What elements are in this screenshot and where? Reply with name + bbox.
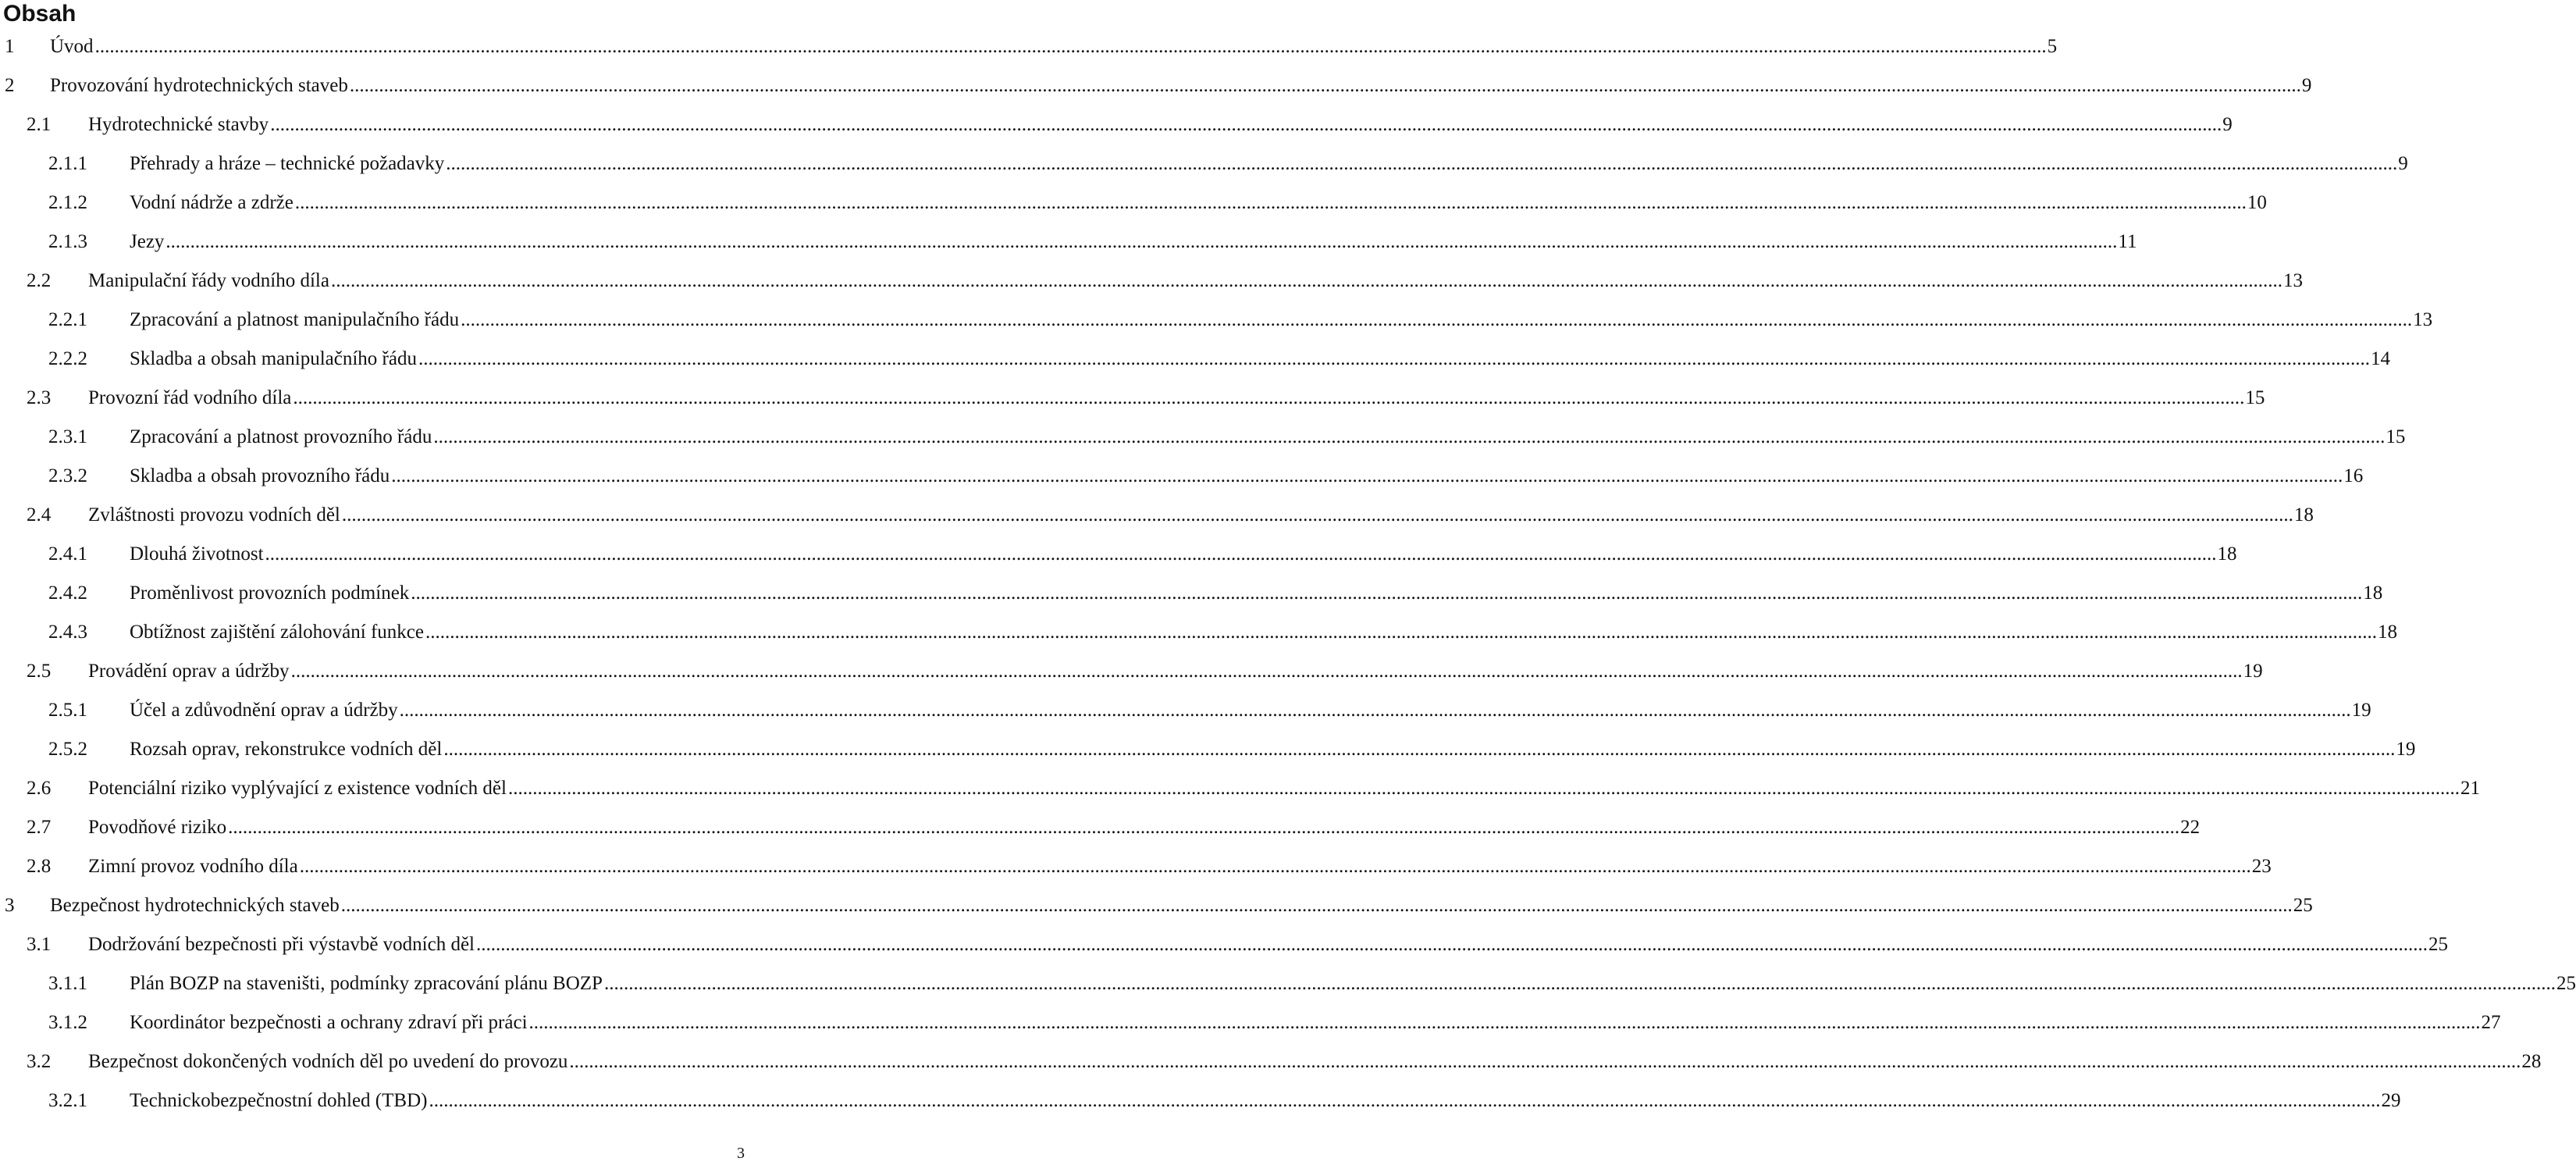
toc-entry-title: Dodržování bezpečnosti při výstavbě vodních děl xyxy=(88,934,475,955)
toc-entry[interactable] xyxy=(48,581,2383,606)
page-number: 3 xyxy=(737,1145,745,1162)
toc-entry[interactable] xyxy=(5,34,2058,59)
toc-entry-number: 2.1.2 xyxy=(48,192,87,213)
toc-entry[interactable] xyxy=(27,503,2314,528)
toc-dot-leader: ................................................................................................................................................................................................................................................................................................................................................................................................................ xyxy=(443,739,2396,760)
toc-entry-number: 2.6 xyxy=(27,778,52,799)
toc-entry-number: 2.4.2 xyxy=(48,582,87,604)
toc-entry-number: 2.3 xyxy=(27,387,52,408)
toc-entry[interactable] xyxy=(48,698,2371,723)
toc-entry-title: Zimní provoz vodního díla xyxy=(88,856,298,877)
toc-dot-leader: ................................................................................................................................................................................................................................................................................................................................................................................................................ xyxy=(461,309,2413,330)
toc-entry-page: 15 xyxy=(2386,426,2406,447)
toc-entry-page: 15 xyxy=(2245,387,2265,408)
toc-entry-title: Proměnlivost provozních podmínek xyxy=(130,582,410,604)
toc-entry[interactable] xyxy=(27,854,2272,879)
toc-entry-page: 18 xyxy=(2293,504,2314,525)
toc-entry-number: 2.3.1 xyxy=(48,426,87,447)
toc-entry[interactable] xyxy=(48,542,2237,567)
toc-entry-number: 2.1.1 xyxy=(48,153,87,174)
toc-entry-number: 2.4 xyxy=(27,504,52,525)
toc-dot-leader: ................................................................................................................................................................................................................................................................................................................................................................................................................ xyxy=(341,504,2293,525)
toc-entry-page: 18 xyxy=(2363,582,2383,604)
toc-entry[interactable] xyxy=(48,971,2576,996)
toc-entry[interactable] xyxy=(48,151,2408,176)
toc-entry-page: 18 xyxy=(2217,543,2237,565)
toc-entry-title: Plán BOZP na staveništi, podmínky zpracování plánu BOZP xyxy=(130,973,603,994)
toc-entry-title: Vodní nádrže a zdrže xyxy=(130,192,294,213)
toc-entry[interactable] xyxy=(48,308,2433,333)
toc-entry[interactable] xyxy=(48,347,2390,372)
toc-entry-number: 2 xyxy=(5,75,15,96)
toc-entry-number: 1 xyxy=(5,36,15,57)
toc-dot-leader: ................................................................................................................................................................................................................................................................................................................................................................................................................ xyxy=(340,895,2293,916)
toc-entry-number: 3.1 xyxy=(27,934,52,955)
toc-dot-leader: ................................................................................................................................................................................................................................................................................................................................................................................................................ xyxy=(265,543,2217,565)
toc-entry-title: Jezy xyxy=(130,231,165,252)
toc-entry-title: Rozsah oprav, rekonstrukce vodních děl xyxy=(130,739,443,760)
toc-entry-number: 2.3.2 xyxy=(48,465,87,486)
toc-entry[interactable] xyxy=(48,737,2416,762)
toc-entry[interactable] xyxy=(27,1049,2542,1074)
toc-entry[interactable] xyxy=(5,73,2312,98)
toc-entry-title: Potenciální riziko vyplývající z existence vodních děl xyxy=(88,778,507,799)
toc-entry-title: Povodňové riziko xyxy=(88,817,227,838)
toc-entry-number: 2.4.1 xyxy=(48,543,87,565)
toc-entry-page: 9 xyxy=(2398,153,2408,174)
toc-entry-title: Bezpečnost hydrotechnických staveb xyxy=(50,895,340,916)
toc-entry-number: 3.2.1 xyxy=(48,1090,87,1111)
toc-dot-leader: ................................................................................................................................................................................................................................................................................................................................................................................................................ xyxy=(228,817,2180,838)
toc-dot-leader: ................................................................................................................................................................................................................................................................................................................................................................................................................ xyxy=(569,1051,2521,1072)
toc-entry[interactable] xyxy=(48,230,2137,255)
toc-entry[interactable] xyxy=(48,464,2364,489)
toc-entry-page: 9 xyxy=(2301,75,2312,96)
toc-dot-leader: ................................................................................................................................................................................................................................................................................................................................................................................................................ xyxy=(433,426,2386,447)
toc-dot-leader: ................................................................................................................................................................................................................................................................................................................................................................................................................ xyxy=(294,192,2247,213)
toc-dot-leader: ................................................................................................................................................................................................................................................................................................................................................................................................................ xyxy=(411,582,2363,604)
toc-dot-leader: ................................................................................................................................................................................................................................................................................................................................................................................................................ xyxy=(399,700,2351,721)
toc-entry-title: Provádění oprav a údržby xyxy=(88,661,290,682)
toc-entry-page: 11 xyxy=(2118,231,2137,252)
toc-entry-page: 18 xyxy=(2377,622,2397,643)
toc-entry[interactable] xyxy=(27,776,2480,801)
toc-dot-leader: ................................................................................................................................................................................................................................................................................................................................................................................................................ xyxy=(165,231,2118,252)
toc-entry-title: Skladba a obsah provozního řádu xyxy=(130,465,390,486)
toc-entry-page: 25 xyxy=(2556,973,2576,994)
toc-dot-leader: ................................................................................................................................................................................................................................................................................................................................................................................................................ xyxy=(429,1090,2381,1111)
toc-entry-page: 16 xyxy=(2343,465,2364,486)
toc-entry-page: 13 xyxy=(2282,270,2303,291)
toc-entry-number: 2.4.3 xyxy=(48,622,87,643)
toc-entry[interactable] xyxy=(27,815,2201,840)
toc-dot-leader: ................................................................................................................................................................................................................................................................................................................................................................................................................ xyxy=(446,153,2398,174)
toc-entry-page: 13 xyxy=(2413,309,2433,330)
toc-dot-leader: ................................................................................................................................................................................................................................................................................................................................................................................................................ xyxy=(290,661,2243,682)
toc-entry-number: 2.5.1 xyxy=(48,700,87,721)
toc-dot-leader: ................................................................................................................................................................................................................................................................................................................................................................................................................ xyxy=(418,348,2370,369)
toc-entry-title: Provozní řád vodního díla xyxy=(88,387,292,408)
toc-entry-title: Účel a zdůvodnění oprav a údržby xyxy=(130,700,398,721)
toc-entry-title: Hydrotechnické stavby xyxy=(88,114,269,135)
toc-entry-number: 2.2.1 xyxy=(48,309,87,330)
toc-entry-title: Obtížnost zajištění zálohování funkce xyxy=(130,622,424,643)
toc-entry-title: Technickobezpečnostní dohled (TBD) xyxy=(130,1090,428,1111)
toc-entry-page: 10 xyxy=(2247,192,2267,213)
toc-dot-leader: ................................................................................................................................................................................................................................................................................................................................................................................................................ xyxy=(603,973,2556,994)
toc-dot-leader: ................................................................................................................................................................................................................................................................................................................................................................................................................ xyxy=(94,36,2047,57)
toc-entry-number: 2.5.2 xyxy=(48,739,87,760)
toc-entry-number: 3.2 xyxy=(27,1051,52,1072)
toc-entry-page: 28 xyxy=(2521,1051,2542,1072)
toc-entry[interactable] xyxy=(48,425,2406,450)
toc-dot-leader: ................................................................................................................................................................................................................................................................................................................................................................................................................ xyxy=(299,856,2251,877)
toc-dot-leader: ................................................................................................................................................................................................................................................................................................................................................................................................................ xyxy=(528,1012,2481,1033)
toc-entry-number: 3.1.2 xyxy=(48,1012,87,1033)
toc-entry-page: 5 xyxy=(2047,36,2058,57)
toc-entry[interactable] xyxy=(27,269,2303,294)
toc-entry[interactable] xyxy=(5,893,2313,918)
toc-entry-page: 27 xyxy=(2481,1012,2501,1033)
toc-dot-leader: ................................................................................................................................................................................................................................................................................................................................................................................................................ xyxy=(270,114,2222,135)
toc-entry-title: Úvod xyxy=(50,36,94,57)
toc-entry-title: Zpracování a platnost provozního řádu xyxy=(130,426,432,447)
toc-entry-title: Zpracování a platnost manipulačního řádu xyxy=(130,309,460,330)
toc-dot-leader: ................................................................................................................................................................................................................................................................................................................................................................................................................ xyxy=(476,934,2428,955)
toc-entry-title: Provozování hydrotechnických staveb xyxy=(50,75,348,96)
toc-entry-title: Přehrady a hráze – technické požadavky xyxy=(130,153,445,174)
toc-entry-page: 29 xyxy=(2381,1090,2401,1111)
toc-entry-page: 14 xyxy=(2370,348,2390,369)
toc-entry-page: 25 xyxy=(2428,934,2448,955)
toc-entry-title: Dlouhá životnost xyxy=(130,543,264,565)
toc-entry-page: 19 xyxy=(2396,739,2416,760)
toc-entry-number: 2.1 xyxy=(27,114,52,135)
toc-entry-number: 2.2 xyxy=(27,270,52,291)
toc-entry-page: 19 xyxy=(2243,661,2263,682)
toc-entry[interactable] xyxy=(27,112,2233,137)
toc-dot-leader: ................................................................................................................................................................................................................................................................................................................................................................................................................ xyxy=(349,75,2301,96)
toc-entry-number: 2.7 xyxy=(27,817,52,838)
toc-entry-page: 19 xyxy=(2351,700,2371,721)
toc-entry[interactable] xyxy=(48,620,2397,645)
toc-entry-title: Zvláštnosti provozu vodních děl xyxy=(88,504,340,525)
toc-entry-title: Bezpečnost dokončených vodních děl po uvedení do provozu xyxy=(88,1051,568,1072)
toc-entry[interactable] xyxy=(48,1088,2401,1113)
toc-entry-number: 2.8 xyxy=(27,856,52,877)
toc-dot-leader: ................................................................................................................................................................................................................................................................................................................................................................................................................ xyxy=(330,270,2282,291)
toc-entry-number: 2.1.3 xyxy=(48,231,87,252)
toc-dot-leader: ................................................................................................................................................................................................................................................................................................................................................................................................................ xyxy=(425,622,2377,643)
toc-entry-number: 2.5 xyxy=(27,661,52,682)
toc-entry-page: 21 xyxy=(2460,778,2480,799)
toc-entry-title: Koordinátor bezpečnosti a ochrany zdraví při práci xyxy=(130,1012,528,1033)
toc-entry[interactable] xyxy=(48,191,2267,216)
toc-entry-number: 3 xyxy=(5,895,15,916)
toc-entry-page: 22 xyxy=(2180,817,2201,838)
toc-dot-leader: ................................................................................................................................................................................................................................................................................................................................................................................................................ xyxy=(293,387,2245,408)
toc-entry-page: 23 xyxy=(2251,856,2272,877)
toc-dot-leader: ................................................................................................................................................................................................................................................................................................................................................................................................................ xyxy=(391,465,2343,486)
page-title: Obsah xyxy=(3,1,76,27)
toc-entry-title: Skladba a obsah manipulačního řádu xyxy=(130,348,417,369)
toc-entry[interactable] xyxy=(27,932,2448,957)
toc-entry[interactable] xyxy=(27,659,2263,684)
toc-entry[interactable] xyxy=(48,1010,2501,1035)
toc-entry-page: 25 xyxy=(2293,895,2313,916)
toc-entry[interactable] xyxy=(27,386,2265,411)
toc-dot-leader: ................................................................................................................................................................................................................................................................................................................................................................................................................ xyxy=(507,778,2460,799)
toc-entry-page: 9 xyxy=(2222,114,2233,135)
toc-entry-number: 3.1.1 xyxy=(48,973,87,994)
toc-entry-title: Manipulační řády vodního díla xyxy=(88,270,329,291)
toc-entry-number: 2.2.2 xyxy=(48,348,87,369)
